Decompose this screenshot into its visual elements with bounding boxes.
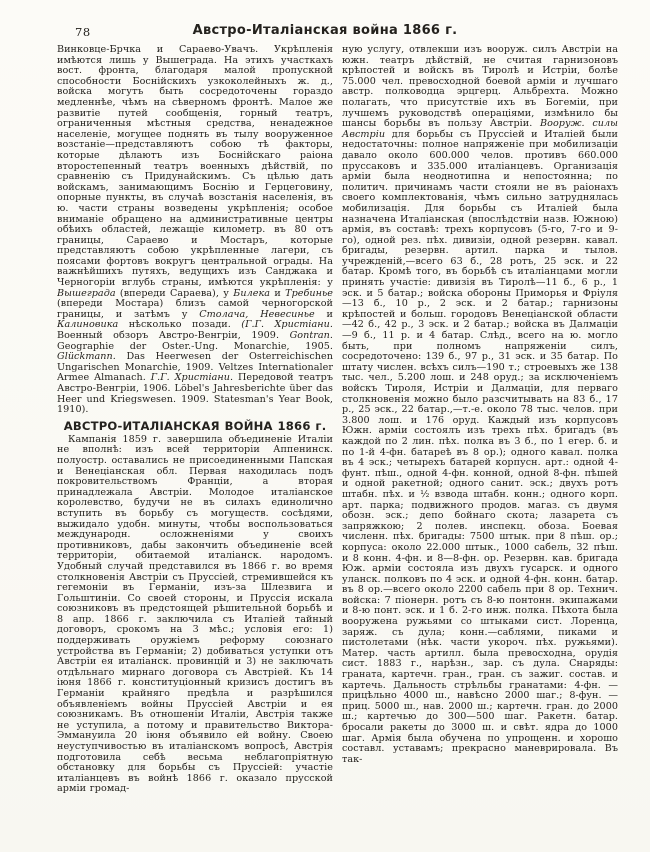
column-right	[342, 45, 618, 795]
text-run: нѣсколько позади.	[118, 319, 242, 331]
body-paragraph	[342, 45, 618, 765]
italic-run: Калиновика	[57, 319, 119, 331]
italic-run: Gontran.	[289, 330, 333, 342]
italic-run: Вооруж. силы Австріи	[342, 118, 618, 140]
text-run: (впереди Сараева), у	[115, 287, 234, 299]
text-run: и	[270, 287, 286, 299]
italic-run: Glückmann.	[57, 351, 116, 363]
body-paragraph	[57, 435, 333, 795]
text-run: ную услугу, отвлекши изъ вооруж. силъ Австріи на южн. театръ дѣйствій, не считая гарнизоновъ крѣпостей и войскъ въ Тиролѣ и Истріи, болѣе 75.000 чел. превосходной боевой арміи и лучшаго австр. полководца эрцгерц. Альбрехта. Можно полагать, что присутствіе ихъ въ Богеміи, при лучшемъ руководствѣ операціями, измѣнило бы шансы борьбы въ пользу Австріи.	[342, 45, 618, 130]
running-header	[0, 23, 650, 41]
text-run: для борьбы съ Пруссіей и Италіей были недостаточны: полное напряженіе при мобилизаціи давало около 600.000 челов. противъ 660.000 пруссаковъ и 335.000 италіанцевъ. Организація арміи была неоднотипна и непостоянна; по политич. причинамъ части стояли не въ раіонахъ своего комплектованія, чѣмъ сильно затруднялась мобилизація. Для борьбы съ Италіей была назначена Италіанская (впослѣдствіи назв. Южною) армія, въ составѣ: трехъ корпусовъ (5-го, 7-го и 9-го), одной рез. пѣх. дивизіи, одной резервн. кавал. бригады, резервн. артил. парка и тылов. учрежденій,—всего 63 б., 28 ротъ, 25 эск. и 22 батар. Кромѣ того, въ борьбѣ съ италіанцами могли принять участіе: дивизія въ Тиролѣ—11 б., 6 р., 1 эск. и 5 батар.; войска обороны Приморья и Фріуля—13 б., 10 р., 2 эск. и 2 батар.; гарнизоны крѣпостей и больш. городовъ Венеціанской области—42 б., 42 р., 3 эск. и 2 батар.; войска въ Далмаціи—9 б., 11 р. и 4 батар. Слѣд., всего на ю. могло быть, при полномъ напряженіи силъ, сосредоточено: 139 б., 97 р., 31 эск. и 35 батар. По штату числен. всѣхъ силъ—190 т.; строевыхъ же 138 тыс. чел., 5.200 лош. и 248 оруд.; за исключеніемъ войскъ Тироля, Истріи и Далмаціи, для перваго столкновенія можно было разсчитывать на 83 б., 17 р., 25 эск., 22 батар.,—т.-е. около 78 тыс. челов. при 3.800 лош. и 176 оруд. Каждый изъ корпусовъ Южн. арміи состоялъ изъ трехъ пѣх. бригадъ (въ каждой по 2 лин. пѣх. полка въ 3 б., по 1 егер. б. и по 1-й 4-фн. батареѣ въ 8 ор.); одного кавал. полка въ 4 эск.; четырехъ батарей корпусн. арт.: одной 4-фунт. пѣш., одной 4-фн. конной, одной 8-фн. пѣшей и одной ракетной; одного санит. эск.; двухъ ротъ штабн. пѣх. и ½ взвода штабн. конн.; одного корп. арт. парка; подвижного продов. магаз. съ двумя обозн. эск.; депо бойнаго скота; лазарета съ запряжкою; 2 полев. инспекц. обоза. Боевая численн. пѣх. бригады: 7500 штык. при 8 пѣш. ор.; корпуса: около 22.000 штык., 1000 сабель, 32 пѣш. и 8 конн. 4-фн. и 8—8-фн. ор. Резервн. кав. бригада Юж. арміи состояла изъ двухъ гусарск. и одного уланск. полковъ по 4 эск. и одной 4-фн. конн. батар. въ 8 ор.—всего около 2200 сабель при 8 ор. Технич. войска: 7 піонерн. ротъ съ 8-ю понтонн. экипажами и 8-ю понт. эск. и 1 б. 2-го инж. полка. Пѣхота была вооружена ружьями со штыками сист. Лоренца, заряж. съ дула; конн.—саблями, пиками и пистолетами (нѣк. части укороч. пѣх. ружьями). Матер. часть артилл. была превосходна, орудія сист. 1883 г., нарѣзн., зар. съ дула. Снаряды: граната, картечн. гран., гран. съ зажиг. состав. и картечь. Дальность стрѣльбы гранатами: 4-фн. — прицѣльно 4000 ш., навѣсно 2000 шаг.; 8-фун. — приц. 5000 ш., нав. 2000 ш.; картечн. гран. до 2000 ш.; картечью до 300—500 шаг. Ракетн. батар. бросали ракеты до 3000 ш. и свѣт. ядра до 1000 шаг. Армія была обучена по упрощенн. и хорошо составл. уставамъ; прекрасно маневрировала. Въ так-	[342, 128, 618, 765]
article-heading: АВСТРО-ИТАЛІАНСКАЯ ВОЙНА 1866 г.	[63, 418, 327, 433]
page-number: 78	[75, 25, 91, 39]
text-run: Кампанія 1859 г. завершила объединеніе Италіи не вполнѣ: изъ всей территоріи Аппенинск. полуостр. оставались не присоединенными Папская и Венеціанская обл. Первая находилась подъ покровительствомъ Франціи, а вторая принадлежала Австріи. Молодое италіанское королевство, будучи не въ силахъ единолично вступить въ борьбу съ могуществ. сосѣдями, выжидало удобн. минуты, чтобы воспользоваться международн. осложненіями у своихъ противниковъ, дабы закончить объединеніе всей территоріи, обитаемой италіанск. народомъ. Удобный случай представился въ 1866 г. во время столкновенія Австріи съ Пруссіей, стремившейся къ гегемоніи въ Германіи, изъ-за Шлезвига и Гольштиніи. Со своей стороны, и Пруссія искала союзниковъ въ предстоящей рѣшительной борьбѣ и 8 апр. 1866 г. заключила съ Италіей тайный договоръ, срокомъ на 3 мѣс.; условія его: 1) поддерживать оружіемъ реформу союзнаго устройства въ Германіи; 2) добиваться уступки отъ Австріи ея италіанск. провинцій и 3) не заключать отдѣльнаго мирнаго договора съ Австріей. Къ 14 іюня 1866 г. конституціонный кризисъ достигъ въ Германіи крайняго предѣла и разрѣшился объявленіемъ войны Пруссіей Австріи и ея союзникамъ. Въ отношеніи Италіи, Австрія также не уступила, а потому и правительство Виктора-Эммануила 20 іюня объявило ей войну. Своею неуступчивостью въ италіанскомъ вопросѣ, Австрія подготовила себѣ весьма неблагопріятную обстановку для борьбы съ Пруссіей: участіе италіанцевъ въ войнѣ 1866 г. оказало прусской арміи громад-	[57, 433, 333, 795]
text-columns	[57, 45, 618, 795]
italic-run: Столача, Невесинье	[199, 308, 315, 320]
italic-run: (Г.Г. Христіани.	[241, 319, 333, 331]
text-run: Передовой театръ Австро-Венгріи, 1906. Löbel's Jahresberichte über das Heer und Kriegswesen. 1909. Statesman's Year Book, 1910).	[57, 372, 333, 416]
text-run: (впереди Мостара) близъ самой черногорской границы, и затѣмъ у	[57, 298, 333, 320]
text-run: и	[314, 308, 333, 320]
italic-run: Вышеграда	[57, 287, 116, 299]
running-title: Австро-Италіанская война 1866 г.	[192, 23, 458, 38]
text-run: Geographie der Oster.-Ung. Monarchie, 1905.	[57, 340, 333, 352]
text-run: Военный обзоръ Австро-Венгріи, 1909.	[57, 330, 290, 342]
italic-run: Билека	[233, 287, 271, 299]
body-paragraph	[57, 45, 333, 416]
text-run: Das Heerwesen der Osterreichischen Ungarischen Monarchie, 1909. Veltzes Internationaler Armee Almanach.	[57, 351, 333, 384]
text-run: Винковце-Брчка и Сараево-Увачъ. Укрѣпленія имѣются лишь у Вышеграда. На этихъ участкахъ вост. фронта, благодаря малой пропускной способности Боснійскихъ узкоколейныхъ ж. д., войска могутъ быть сосредоточены гораздо медленнѣе, чѣмъ на сѣверномъ фронтѣ. Малое же развитіе путей сообщенія, горный театръ, ограниченныя мѣстныя средства, ненадежное населеніе, могущее поднять въ тылу вооруженное возстаніе—представляютъ собою тѣ факторы, которые дѣлаютъ изъ Боснійскаго раіона второстепенный театръ военныхъ дѣйствій, по сравненію съ Придунайскимъ. Съ цѣлью дать войскамъ, занимающимъ Боснію и Герцеговину, опорные пункты, въ случаѣ возстанія населенія, въ ю. части страны возведены укрѣпленія; особое вниманіе обращено на административные центры обѣихъ областей, лежащіе километр. въ 80 отъ границы, Сараево и Мостаръ, которые представляютъ собою укрѣпленные лагери, съ поясами фортовъ вокругъ центральной ограды. На важнѣйшихъ путяхъ, ведущихъ изъ Санджака и Черногоріи вглубь страны, имѣются укрѣпленія: у	[57, 45, 333, 289]
column-left	[57, 45, 333, 795]
italic-run: Требинье	[285, 287, 333, 299]
italic-run: Г.Г. Христіани.	[150, 372, 234, 384]
